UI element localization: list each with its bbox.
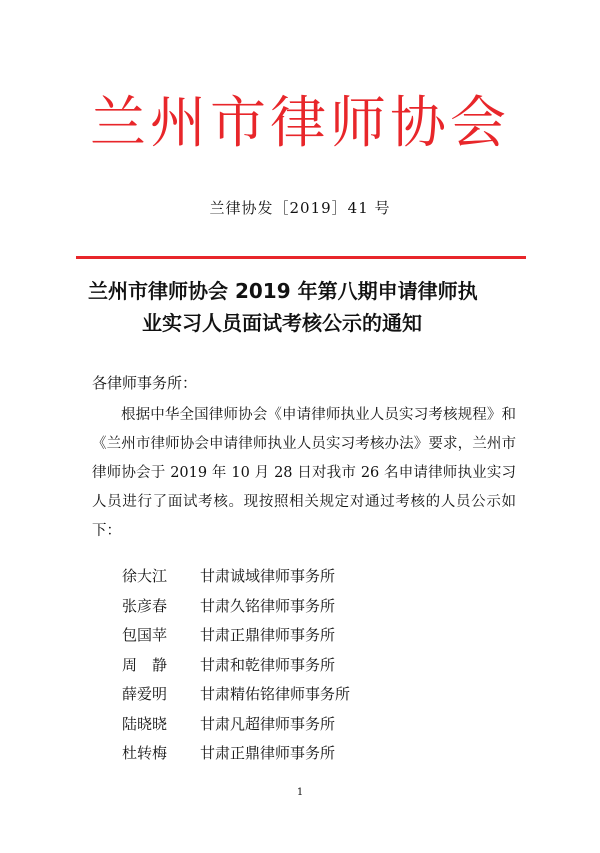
letterhead-divider (76, 256, 526, 259)
roster-entry (122, 562, 350, 592)
roster-firm: 甘肃和乾律师事务所 (200, 655, 336, 674)
roster-firm: 甘肃正鼎律师事务所 (200, 744, 336, 762)
roster-name: 包国苹 (122, 626, 168, 644)
roster-name: 薛爱明 (122, 685, 168, 703)
body-paragraph (92, 401, 516, 546)
approved-roster (122, 562, 350, 769)
roster-name: 杜转梅 (122, 744, 168, 762)
roster-firm: 甘肃精佑铭律师事务所 (200, 685, 351, 703)
roster-name: 徐大江 (122, 567, 168, 585)
salutation: 各律师事务所： (92, 374, 198, 392)
letterhead-org-title: 兰州市律师协会 (90, 91, 510, 156)
roster-name: 陆晓晓 (122, 714, 168, 733)
page-number: 1 (296, 787, 304, 798)
roster-entry (122, 592, 350, 622)
roster-firm: 甘肃诚域律师事务所 (200, 567, 336, 585)
notice-title (88, 275, 528, 339)
notice-title-line-2: 业实习人员面试考核公示的通知 (142, 311, 422, 335)
document-number: 兰律协发［2019］41 号 (209, 199, 391, 217)
roster-name: 张彦春 (122, 596, 168, 615)
roster-name: 周 静 (122, 655, 168, 674)
roster-entry (122, 680, 350, 710)
roster-firm: 甘肃凡超律师事务所 (200, 714, 336, 733)
roster-entry (122, 710, 350, 740)
roster-firm: 甘肃正鼎律师事务所 (200, 626, 336, 644)
roster-entry (122, 621, 350, 651)
notice-title-line-1: 兰州市律师协会 2019 年第八期申请律师执 (88, 279, 478, 303)
roster-firm: 甘肃久铭律师事务所 (200, 596, 336, 615)
roster-entry (122, 651, 350, 681)
body-paragraph-text: 根据中华全国律师协会《申请律师执业人员实习考核规程》和《兰州市律师协会申请律师执业人员实习考核办法》要求，兰州市律师协会于 2019 年 10 月 28 日对我市 26 名申请律师执业实习人员进行了面试考核。现按照相关规定对通过考核的人员公示如下： (92, 407, 516, 539)
roster-entry (122, 739, 350, 769)
